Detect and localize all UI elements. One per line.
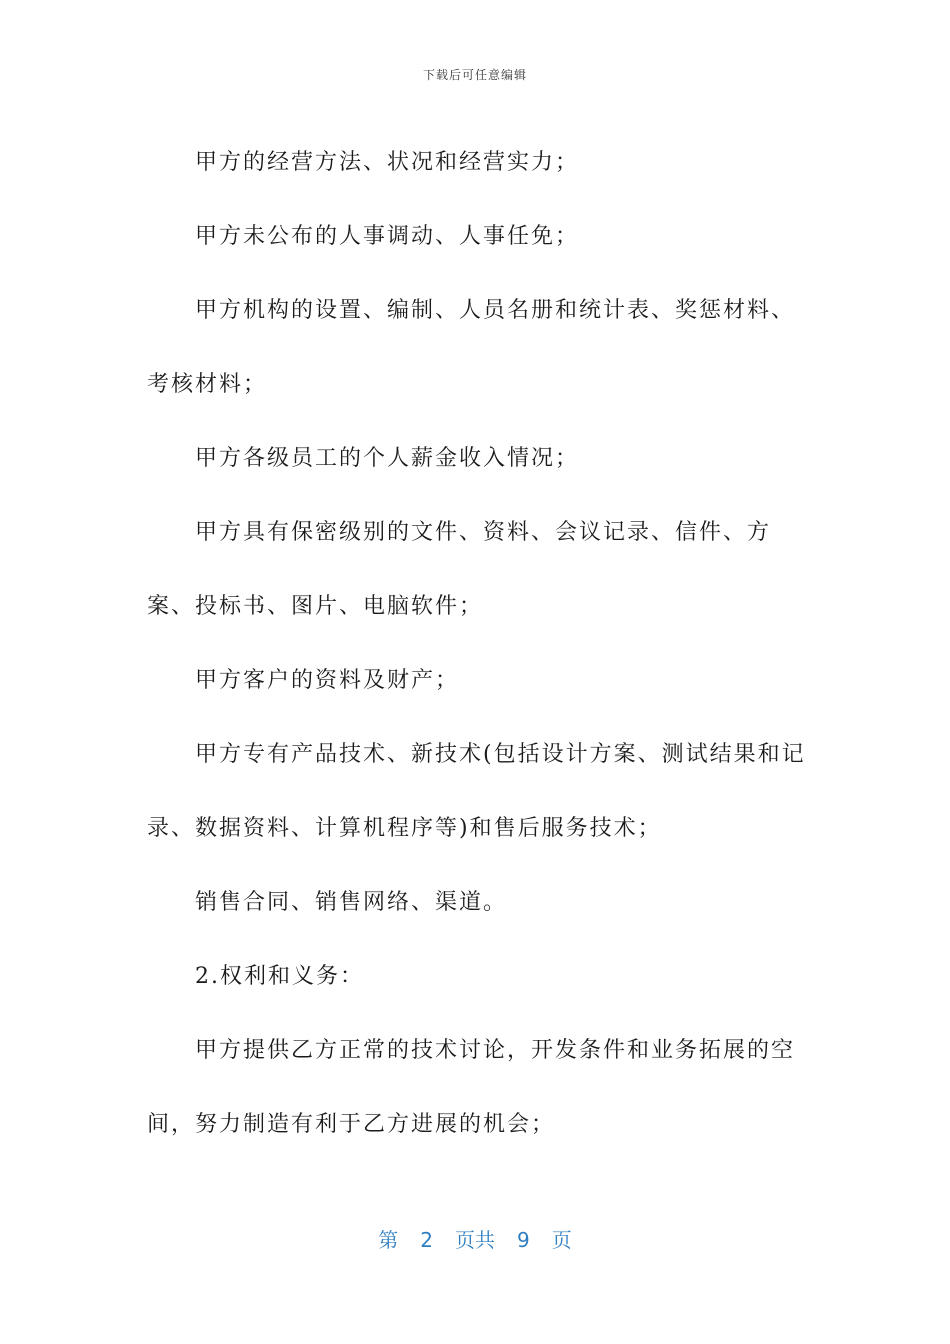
footer-suffix: 页 — [551, 1228, 572, 1252]
paragraph: 甲方未公布的人事调动、人事任免； — [195, 224, 580, 249]
header-note: 下载后可任意编辑 — [422, 68, 527, 82]
paragraph: 甲方机构的设置、编制、人员名册和统计表、奖惩材料、考核材料； — [147, 298, 796, 397]
paragraph: 2.权利和义务： — [195, 964, 364, 989]
current-page-number: 2 — [420, 1228, 433, 1252]
document-body — [147, 126, 812, 1162]
page-footer — [0, 1224, 950, 1253]
footer-prefix: 第 — [378, 1228, 399, 1252]
paragraph: 甲方具有保密级别的文件、资料、会议记录、信件、方案、投标书、图片、电脑软件； — [147, 520, 772, 619]
paragraph: 甲方各级员工的个人薪金收入情况； — [195, 446, 580, 471]
paragraph: 甲方的经营方法、状况和经营实力； — [195, 150, 580, 175]
paragraph: 甲方提供乙方正常的技术讨论，开发条件和业务拓展的空间，努力制造有利于乙方进展的机会； — [147, 1038, 796, 1137]
footer-middle: 页共 — [455, 1228, 495, 1252]
total-pages-number: 9 — [517, 1228, 530, 1252]
paragraph: 销售合同、销售网络、渠道。 — [195, 890, 508, 915]
paragraph: 甲方客户的资料及财产； — [195, 668, 460, 693]
paragraph: 甲方专有产品技术、新技术(包括设计方案、测试结果和记录、数据资料、计算机程序等)和售后服务技术； — [147, 742, 806, 841]
